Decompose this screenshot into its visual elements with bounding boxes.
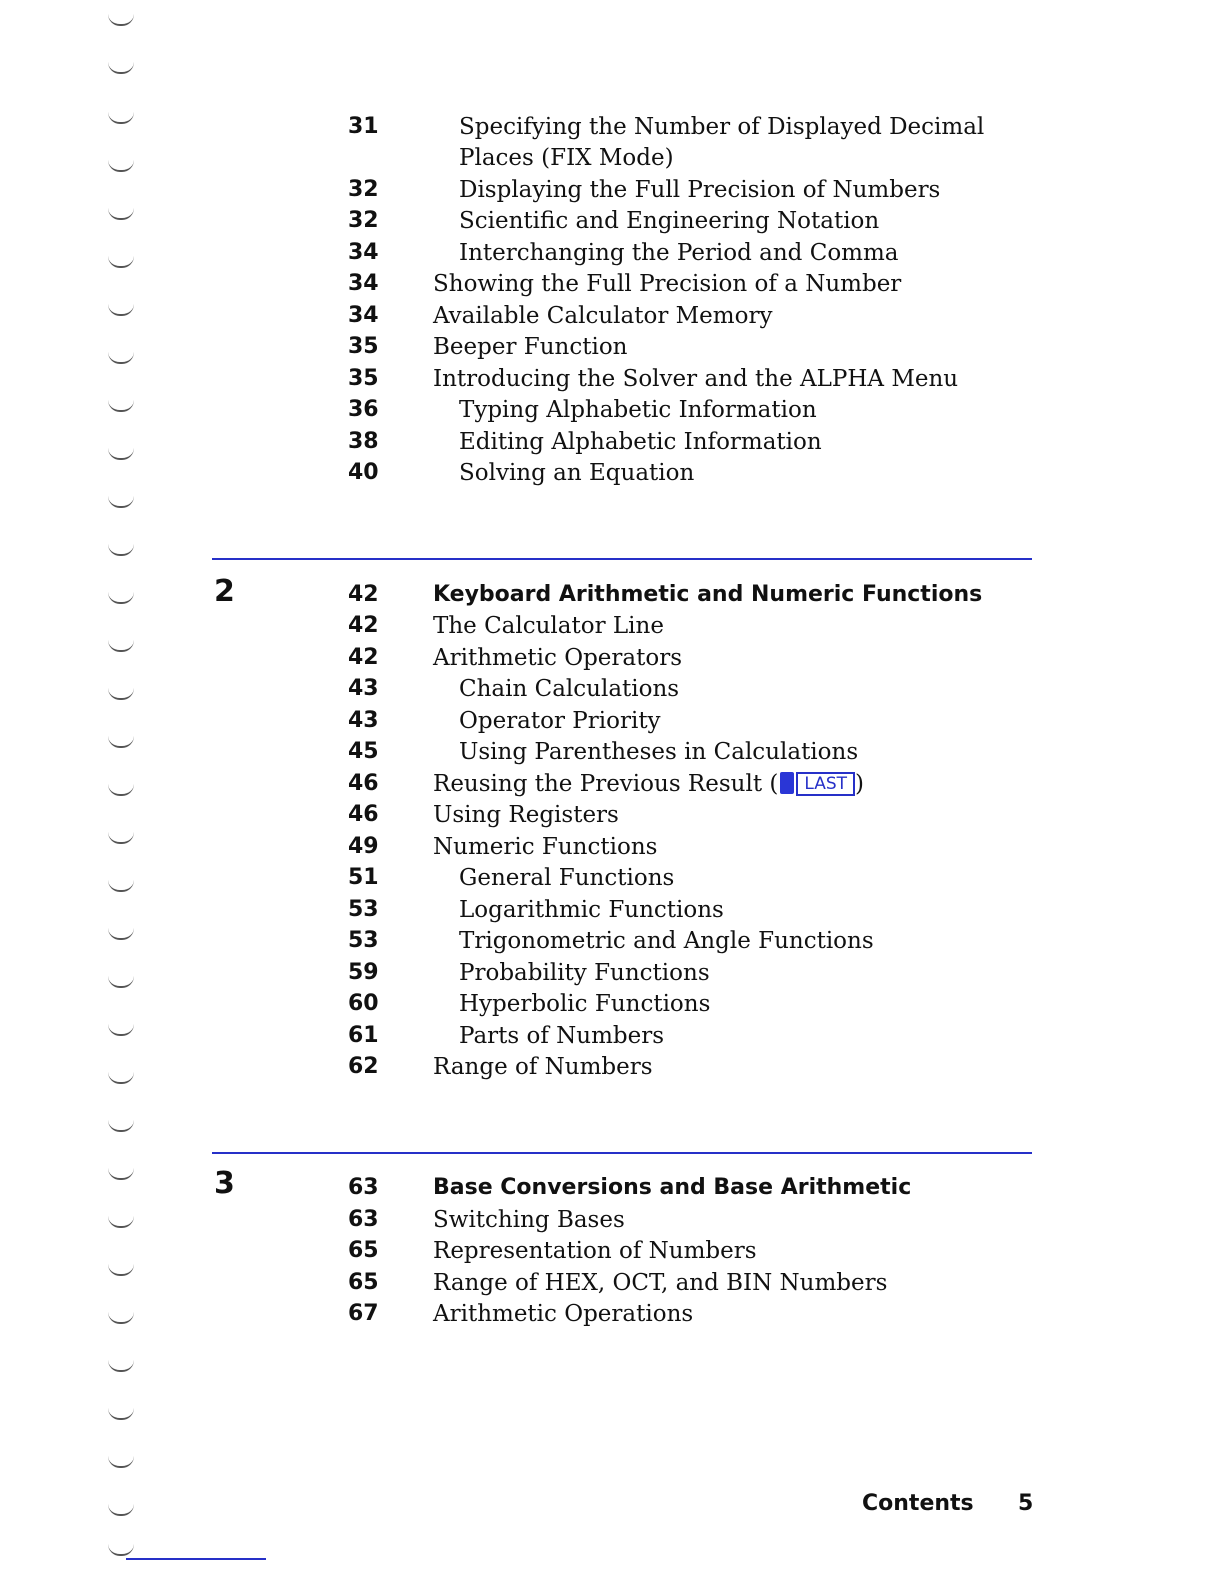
page-number: 38 — [348, 429, 379, 454]
page-number: 42 — [348, 645, 379, 670]
page-number: 53 — [348, 897, 379, 922]
entry-title: Available Calculator Memory — [433, 303, 773, 329]
entry-title: Interchanging the Period and Comma — [459, 240, 899, 266]
entry-title: Specifying the Number of Displayed Decimal — [459, 114, 985, 140]
entry-title: Probability Functions — [459, 960, 710, 986]
entry-title: Numeric Functions — [433, 834, 658, 860]
page-number: 65 — [348, 1270, 379, 1295]
page-number: 40 — [348, 460, 379, 485]
page-number: 42 — [348, 582, 379, 607]
page-number: 49 — [348, 834, 379, 859]
page-number: 34 — [348, 240, 379, 265]
chapter-divider — [212, 558, 1032, 560]
page-number: 36 — [348, 397, 379, 422]
entry-title: Using Parentheses in Calculations — [459, 739, 859, 765]
page-number: 34 — [348, 271, 379, 296]
chapter-divider — [212, 1152, 1032, 1154]
entry-title: Beeper Function — [433, 334, 628, 360]
entry-title: Introducing the Solver and the ALPHA Menu — [433, 366, 959, 392]
page-number: 35 — [348, 366, 379, 391]
entry-title: Solving an Equation — [459, 460, 695, 486]
page-number: 32 — [348, 177, 379, 202]
entry-title: Range of Numbers — [433, 1054, 653, 1080]
footer-section-label: Contents — [862, 1491, 974, 1516]
entry-title: Showing the Full Precision of a Number — [433, 271, 902, 297]
page-number: 63 — [348, 1207, 379, 1232]
entry-title: Typing Alphabetic Information — [459, 397, 817, 423]
chapter-number: 2 — [214, 574, 235, 609]
entry-title: Operator Priority — [459, 708, 661, 734]
page-number: 46 — [348, 771, 379, 796]
shift-key-icon — [780, 772, 794, 794]
entry-title: Logarithmic Functions — [459, 897, 724, 923]
page-number: 43 — [348, 708, 379, 733]
page-number: 65 — [348, 1238, 379, 1263]
entry-title: Chain Calculations — [459, 676, 680, 702]
page-number: 51 — [348, 865, 379, 890]
page-number: 63 — [348, 1175, 379, 1200]
page-number: 43 — [348, 676, 379, 701]
footer-page-number: 5 — [1018, 1491, 1034, 1516]
entry-title: Switching Bases — [433, 1207, 625, 1233]
entry-title-close: ) — [855, 771, 865, 797]
entry-title — [433, 769, 864, 799]
page-number: 46 — [348, 802, 379, 827]
page-number: 53 — [348, 928, 379, 953]
entry-title: Representation of Numbers — [433, 1238, 757, 1264]
page-number: 34 — [348, 303, 379, 328]
page-number: 61 — [348, 1023, 379, 1048]
bottom-accent-line — [126, 1558, 266, 1560]
page-number: 67 — [348, 1301, 379, 1326]
entry-title: Scientific and Engineering Notation — [459, 208, 880, 234]
page-number: 60 — [348, 991, 379, 1016]
entry-title: Using Registers — [433, 802, 619, 828]
entry-title: Editing Alphabetic Information — [459, 429, 822, 455]
chapter-title: Base Conversions and Base Arithmetic — [433, 1175, 912, 1200]
entry-title: Range of HEX, OCT, and BIN Numbers — [433, 1270, 888, 1296]
entry-title: Arithmetic Operators — [433, 645, 683, 671]
entry-title: Displaying the Full Precision of Numbers — [459, 177, 941, 203]
chapter-title: Keyboard Arithmetic and Numeric Functions — [433, 582, 983, 607]
entry-title: Trigonometric and Angle Functions — [459, 928, 874, 954]
chapter-number: 3 — [214, 1166, 235, 1201]
page-number: 35 — [348, 334, 379, 359]
entry-title-text: Reusing the Previous Result ( — [433, 771, 779, 797]
entry-title: Hyperbolic Functions — [459, 991, 711, 1017]
page-number: 31 — [348, 114, 379, 139]
entry-title-continued: Places (FIX Mode) — [459, 145, 674, 171]
spiral-binding — [108, 0, 142, 1584]
page-number: 62 — [348, 1054, 379, 1079]
page-number: 59 — [348, 960, 379, 985]
page-number: 42 — [348, 613, 379, 638]
entry-title: Arithmetic Operations — [433, 1301, 694, 1327]
page-number: 32 — [348, 208, 379, 233]
entry-title: General Functions — [459, 865, 675, 891]
entry-title: The Calculator Line — [433, 613, 664, 639]
entry-title: Parts of Numbers — [459, 1023, 665, 1049]
last-key-label: LAST — [796, 772, 855, 796]
page-number: 45 — [348, 739, 379, 764]
